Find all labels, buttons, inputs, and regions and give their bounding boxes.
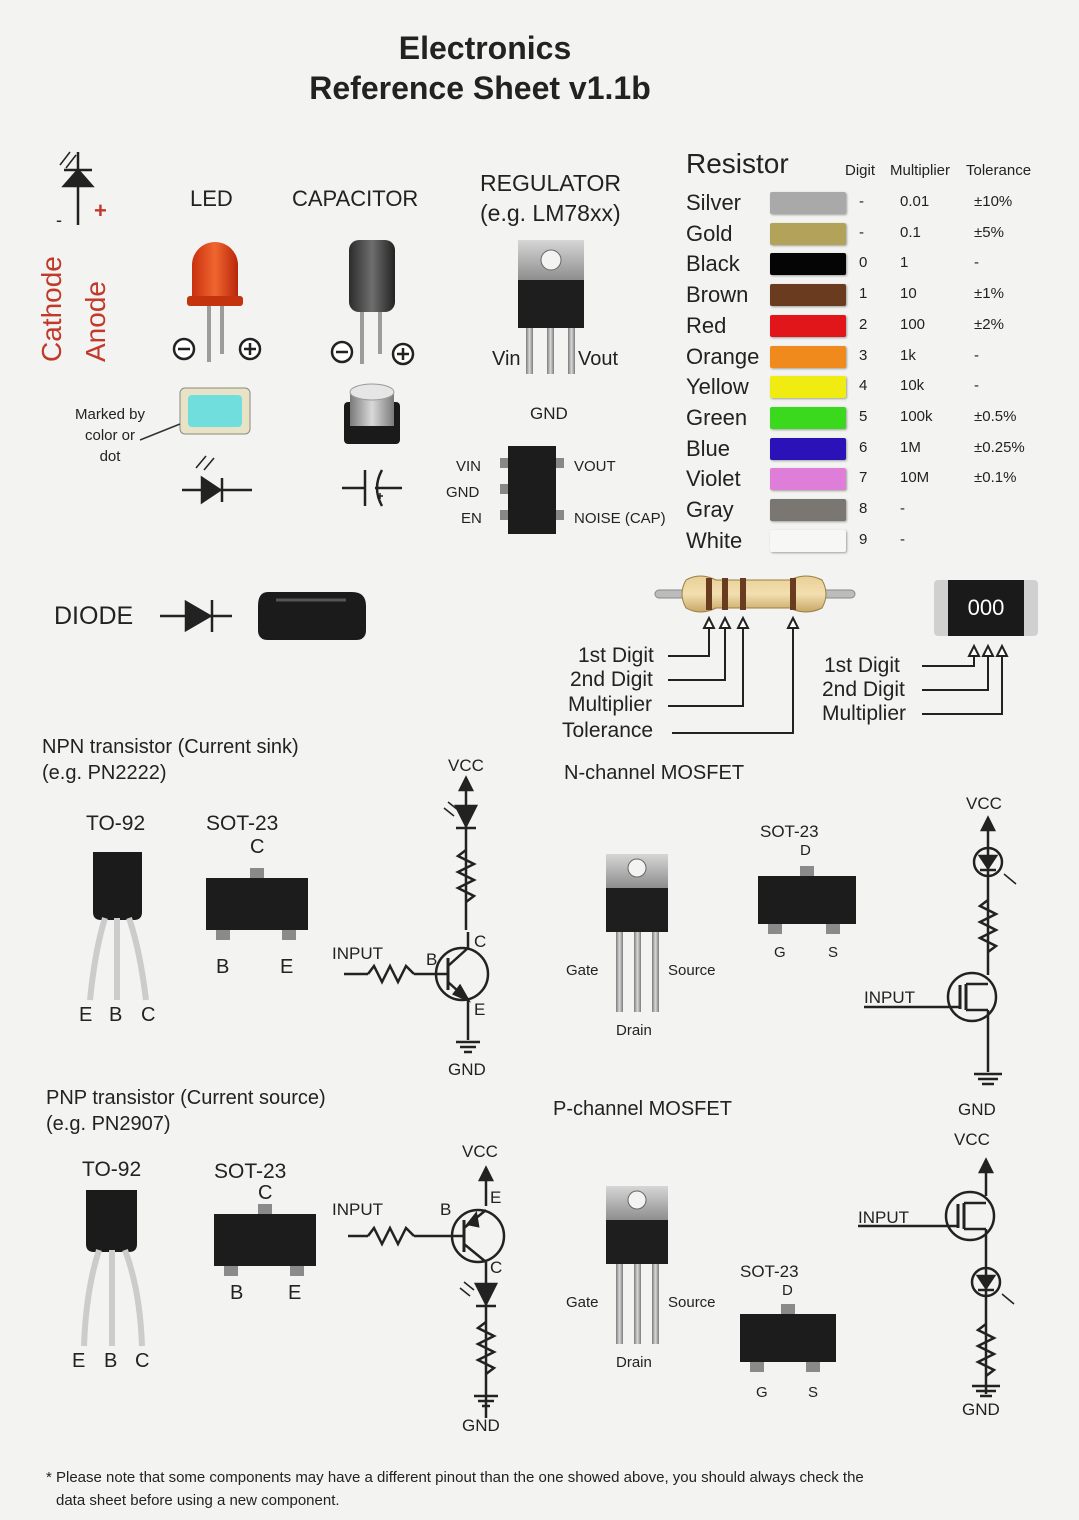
regulator-smd-gnd: GND bbox=[446, 484, 480, 501]
npn-to92-pin-e: E bbox=[79, 1004, 93, 1026]
resistor-digit-cell: 6 bbox=[859, 439, 868, 456]
pmos-gnd: GND bbox=[962, 1400, 1000, 1419]
resistor-color-name: Gray bbox=[686, 497, 734, 522]
pmos-sot23-icon bbox=[740, 1304, 836, 1372]
pmos-drain-label: Drain bbox=[616, 1354, 652, 1371]
pnp-to92-pin-c: C bbox=[135, 1350, 150, 1372]
resistor-color-name: Orange bbox=[686, 344, 760, 369]
resistor-color-name: White bbox=[686, 528, 743, 553]
resistor-color-name: Brown bbox=[686, 282, 749, 307]
nmos-sot23-icon bbox=[758, 866, 856, 934]
resistor-multiplier-cell: 1k bbox=[900, 347, 916, 364]
regulator-to220-icon bbox=[518, 240, 584, 374]
npn-title: NPN transistor (Current sink) (e.g. PN2222) bbox=[42, 736, 299, 784]
pmos-sot23-pin-d: D bbox=[782, 1282, 793, 1299]
resistor-color-swatch bbox=[770, 253, 846, 275]
resistor-digit-cell: 9 bbox=[859, 531, 868, 548]
resistor-color-name: Green bbox=[686, 405, 748, 430]
col-tolerance-header: Tolerance bbox=[966, 162, 1032, 179]
pmos-gate-label: Gate bbox=[566, 1294, 599, 1311]
pmos-source-label: Source bbox=[668, 1294, 716, 1311]
pnp-circuit-b: B bbox=[440, 1200, 452, 1219]
nmos-sot23-pin-g: G bbox=[774, 944, 786, 961]
npn-circuit bbox=[344, 778, 488, 1052]
pnp-sot23-pin-b: B bbox=[230, 1282, 244, 1304]
pmos-input: INPUT bbox=[858, 1208, 909, 1227]
resistor-multiplier-cell: 10M bbox=[900, 469, 930, 486]
resistor-tolerance-cell: ±0.5% bbox=[974, 408, 1017, 425]
npn-sot23-label: SOT-23 bbox=[206, 812, 279, 835]
resistor-tolerance-cell: ±2% bbox=[974, 316, 1004, 333]
resistor-color-swatch bbox=[770, 192, 846, 214]
pnp-input: INPUT bbox=[332, 1200, 383, 1219]
nmos-sot23-pin-d: D bbox=[800, 842, 811, 859]
nmos-source-label: Source bbox=[668, 962, 716, 979]
thru-1st-digit: 1st Digit bbox=[578, 644, 654, 667]
nmos-drain-label: Drain bbox=[616, 1022, 652, 1039]
col-digit-header: Digit bbox=[845, 162, 876, 179]
resistor-color-name: Yellow bbox=[686, 374, 749, 399]
resistor-color-name: Silver bbox=[686, 190, 742, 215]
thru-tolerance: Tolerance bbox=[562, 719, 654, 742]
pnp-to92-label: TO-92 bbox=[82, 1158, 142, 1181]
resistor-tolerance-cell: - bbox=[974, 347, 979, 364]
thru-2nd-digit: 2nd Digit bbox=[570, 668, 653, 691]
resistor-digit-cell: 8 bbox=[859, 500, 868, 517]
npn-gnd: GND bbox=[448, 1060, 486, 1079]
npn-sot23-icon bbox=[206, 868, 308, 940]
resistor-multiplier-cell: 100 bbox=[900, 316, 926, 333]
smd-multiplier: Multiplier bbox=[822, 702, 907, 725]
resistor-multiplier-cell: 10k bbox=[900, 377, 925, 394]
led-component-icon bbox=[174, 242, 260, 362]
npn-sot23-pin-e: E bbox=[280, 956, 294, 978]
resistor-color-swatch bbox=[770, 438, 846, 460]
regulator-vin: Vin bbox=[492, 348, 521, 370]
capacitor-label: CAPACITOR bbox=[292, 186, 419, 211]
pnp-circuit-c: C bbox=[490, 1258, 503, 1277]
nmos-sot23-label: SOT-23 bbox=[760, 822, 819, 841]
resistor-tolerance-cell: - bbox=[974, 377, 979, 394]
title-line-1: Electronics bbox=[398, 30, 572, 66]
regulator-label: REGULATOR (e.g. LM78xx) bbox=[480, 170, 622, 226]
diode-smd-icon bbox=[258, 592, 366, 640]
resistor-digit-cell: 3 bbox=[859, 347, 868, 364]
capacitor-symbol bbox=[342, 470, 402, 506]
anode-sign: + bbox=[94, 198, 107, 223]
smd-1st-digit: 1st Digit bbox=[824, 654, 900, 677]
npn-to92-label: TO-92 bbox=[86, 812, 146, 835]
col-multiplier-header: Multiplier bbox=[890, 162, 951, 179]
regulator-smd-vout: VOUT bbox=[574, 458, 616, 475]
npn-circuit-b: B bbox=[426, 950, 438, 969]
resistor-digit-cell: 7 bbox=[859, 469, 868, 486]
npn-to92-pin-c: C bbox=[141, 1004, 156, 1026]
regulator-smd-vin: VIN bbox=[456, 458, 482, 475]
resistor-multiplier-cell: 100k bbox=[900, 408, 933, 425]
resistor-multiplier-cell: 0.01 bbox=[900, 193, 930, 210]
cathode-sign: - bbox=[56, 210, 62, 230]
regulator-smd-icon bbox=[500, 446, 564, 534]
pmos-circuit bbox=[858, 1160, 1014, 1396]
smd-resistor-callout-lines bbox=[922, 646, 1007, 714]
pnp-sot23-icon bbox=[214, 1204, 316, 1276]
smd-resistor-code: 000 bbox=[967, 595, 1005, 620]
led-symbol bbox=[182, 456, 252, 502]
pnp-sot23-pin-c: C bbox=[258, 1182, 273, 1204]
nmos-to220-icon bbox=[606, 854, 668, 1012]
resistor-tolerance-cell: ±5% bbox=[974, 224, 1004, 241]
resistor-digit-cell: 0 bbox=[859, 254, 868, 271]
resistor-through-hole-icon bbox=[655, 576, 855, 612]
resistor-digit-cell: 1 bbox=[859, 285, 868, 302]
resistor-color-swatch bbox=[770, 223, 846, 245]
pmos-sot23-label: SOT-23 bbox=[740, 1262, 799, 1281]
regulator-smd-noise: NOISE (CAP) bbox=[574, 510, 666, 527]
led-marking-note: Marked by color or dot bbox=[74, 406, 146, 465]
resistor-color-name: Blue bbox=[686, 436, 731, 461]
nmos-sot23-pin-s: S bbox=[828, 944, 839, 961]
resistor-color-swatch bbox=[770, 468, 846, 490]
nmos-circuit bbox=[864, 818, 1016, 1084]
resistor-color-swatch bbox=[770, 346, 846, 368]
regulator-vout: Vout bbox=[578, 348, 619, 370]
nmos-gate-label: Gate bbox=[566, 962, 599, 979]
regulator-gnd: GND bbox=[530, 404, 568, 423]
resistor-digit-cell: - bbox=[859, 224, 864, 241]
npn-sot23-pin-b: B bbox=[216, 956, 230, 978]
pnp-to92-icon bbox=[84, 1190, 142, 1346]
nmos-vcc: VCC bbox=[966, 794, 1002, 813]
pnp-sot23-pin-e: E bbox=[288, 1282, 302, 1304]
smd-capacitor-icon bbox=[344, 384, 400, 444]
nmos-gnd: GND bbox=[958, 1100, 996, 1119]
resistor-tolerance-cell: - bbox=[974, 254, 979, 271]
anode-label: Anode bbox=[80, 281, 111, 362]
resistor-multiplier-cell: - bbox=[900, 531, 905, 548]
pmos-sot23-pin-s: S bbox=[808, 1384, 819, 1401]
pnp-sot23-label: SOT-23 bbox=[214, 1160, 287, 1183]
led-vertical-symbol bbox=[60, 152, 92, 225]
cathode-label: Cathode bbox=[36, 256, 67, 362]
pnp-vcc: VCC bbox=[462, 1142, 498, 1161]
resistor-color-swatch bbox=[770, 530, 846, 552]
npn-input: INPUT bbox=[332, 944, 383, 963]
npn-to92-icon bbox=[90, 852, 146, 1000]
pnp-to92-pin-b: B bbox=[104, 1350, 118, 1372]
npn-circuit-c: C bbox=[474, 932, 487, 951]
resistor-digit-cell: 2 bbox=[859, 316, 868, 333]
smd-2nd-digit: 2nd Digit bbox=[822, 678, 905, 701]
resistor-title: Resistor bbox=[686, 148, 789, 179]
pmos-vcc: VCC bbox=[954, 1130, 990, 1149]
regulator-smd-en: EN bbox=[461, 510, 482, 527]
pmos-title: P-channel MOSFET bbox=[553, 1098, 732, 1120]
pmos-sot23-pin-g: G bbox=[756, 1384, 768, 1401]
resistor-multiplier-cell: 0.1 bbox=[900, 224, 921, 241]
resistor-tolerance-cell: ±10% bbox=[974, 193, 1013, 210]
resistor-multiplier-cell: 1 bbox=[900, 254, 909, 271]
resistor-color-name: Violet bbox=[686, 466, 741, 491]
resistor-color-swatch bbox=[770, 376, 846, 398]
resistor-digit-cell: 5 bbox=[859, 408, 868, 425]
diode-label: DIODE bbox=[54, 602, 134, 630]
npn-to92-pin-b: B bbox=[109, 1004, 123, 1026]
resistor-color-swatch bbox=[770, 315, 846, 337]
page-title bbox=[0, 28, 960, 108]
pnp-to92-pin-e: E bbox=[72, 1350, 86, 1372]
footnote: * Please note that some components may have a different pinout than the one showed above, you should always check the data sheet before using a new component. bbox=[46, 1469, 864, 1509]
npn-sot23-pin-c: C bbox=[250, 836, 265, 858]
resistor-color-swatch bbox=[770, 407, 846, 429]
resistor-tolerance-cell: ±1% bbox=[974, 285, 1004, 302]
resistor-multiplier-cell: 10 bbox=[900, 285, 917, 302]
resistor-digit-cell: 4 bbox=[859, 377, 868, 394]
resistor-callout-lines bbox=[668, 618, 798, 733]
npn-vcc: VCC bbox=[448, 756, 484, 775]
pnp-title: PNP transistor (Current source) (e.g. PN2907) bbox=[46, 1087, 326, 1135]
npn-circuit-e: E bbox=[474, 1000, 486, 1019]
nmos-input: INPUT bbox=[864, 988, 915, 1007]
thru-multiplier: Multiplier bbox=[568, 693, 653, 716]
resistor-color-name: Gold bbox=[686, 221, 733, 246]
diode-symbol bbox=[160, 600, 232, 632]
resistor-multiplier-cell: - bbox=[900, 500, 905, 517]
led-label: LED bbox=[190, 186, 233, 211]
pmos-to220-icon bbox=[606, 1186, 668, 1344]
resistor-color-swatch bbox=[770, 284, 846, 306]
pnp-gnd: GND bbox=[462, 1416, 500, 1435]
resistor-multiplier-cell: 1M bbox=[900, 439, 921, 456]
resistor-color-swatch bbox=[770, 499, 846, 521]
title-line-2: Reference Sheet v1.1b bbox=[309, 70, 651, 106]
resistor-digit-cell: - bbox=[859, 193, 864, 210]
resistor-tolerance-cell: ±0.25% bbox=[974, 439, 1025, 456]
capacitor-component-icon bbox=[332, 240, 413, 364]
resistor-color-name: Black bbox=[686, 251, 740, 276]
resistor-tolerance-cell: ±0.1% bbox=[974, 469, 1017, 486]
resistor-color-name: Red bbox=[686, 313, 727, 338]
pnp-circuit-e: E bbox=[490, 1188, 502, 1207]
nmos-title: N-channel MOSFET bbox=[564, 762, 745, 784]
